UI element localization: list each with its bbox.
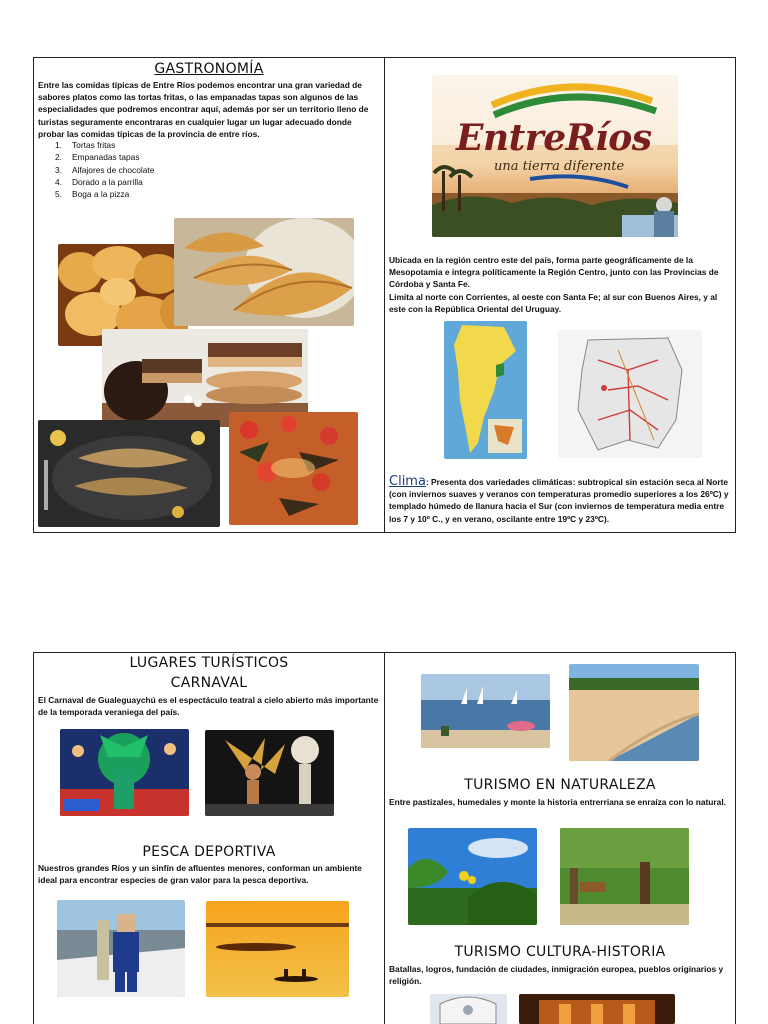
cultura-text: Batallas, logros, fundación de ciudades, inmigración europea, pueblos originarios y religión. (389, 964, 724, 987)
location-text: Ubicada en la región centro este del país, forma parte geográficamente de la Mesopotamia e integra políticamente la Región Centro, junto con las Provincias de Córdoba y Santa Fe. (389, 255, 719, 290)
list-item: 1. Tortas fritas (55, 140, 116, 150)
logo-tagline: una tierra diferente (494, 159, 625, 174)
naturaleza-title: TURISMO EN NATURALEZA (464, 777, 656, 793)
argentina-map (444, 321, 527, 459)
boga-pizza-photo (229, 412, 358, 525)
pesca-text: Nuestros grandes Ríos y un sinfín de afluentes menores, conforman un ambiente ideal para encontrar especies de gran valor para la pesca deportiva. (38, 863, 362, 886)
clima-text: : Presenta dos variedades climáticas: subtropical sin estación seca al Norte (con inviernos suaves y veranos con temperaturas promedio superiores a los 26ºC) y templado húmedo de llanura hacia el Sur (con inviernos de temperatura media entre los 7 y 10º C., y en verano, oscilante entre 19ºC y 23ºC). (389, 477, 729, 524)
pesca-photo-2 (206, 901, 349, 997)
pesca-photo-1 (57, 900, 185, 997)
entre-rios-map (558, 330, 702, 458)
cultura-photo-1 (430, 994, 507, 1024)
playa-photo-2 (569, 664, 699, 761)
gastronomia-intro: Entre las comidas típicas de Entre Ríos podemos encontrar una gran variedad de sabores platos como las tortas fritas, o las empanadas tapas son algunos de las especialidades que podremos encontrar aquí, además por ser un territorio lleno de turistas seguramente encontraras en cualquier lugar un lugar adecuado donde probar las comidas típicas de la provincia de entre ríos. (38, 80, 369, 139)
carnaval-photo-2 (205, 730, 334, 816)
carnaval-photo-1 (60, 729, 189, 816)
clima-label: Clima (389, 474, 426, 489)
cultura-photo-2 (519, 994, 675, 1024)
entre-rios-logo (432, 75, 678, 237)
clima-block (389, 476, 733, 525)
pesca-title: PESCA DEPORTIVA (142, 844, 276, 860)
playa-photo-1 (421, 674, 550, 748)
list-item: 5. Boga a la pizza (55, 189, 130, 200)
limits-text: Limita al norte con Corrientes, al oeste con Santa Fe; al sur con Buenos Aires, y al este con la República Oriental del Uruguay. (389, 292, 718, 315)
list-item: 4. Dorado a la parrilla (55, 176, 143, 187)
empanadas-photo (174, 218, 354, 326)
naturaleza-text: Entre pastizales, humedales y monte la historia entrerriana se enraíza con lo natural. (389, 797, 726, 807)
carnaval-text: El Carnaval de Gualeguaychú es el espectáculo teatral a cielo abierto más importante de la temporada veraniega del país. (38, 695, 379, 718)
naturaleza-photo-2 (560, 828, 689, 925)
gastronomia-title: GASTRONOMÍA (154, 61, 264, 77)
carnaval-subtitle: CARNAVAL (170, 675, 248, 691)
dishes-list (55, 139, 154, 200)
cultura-title: TURISMO CULTURA-HISTORIA (454, 944, 666, 960)
naturaleza-photo-1 (408, 828, 537, 925)
list-item: 3. Alfajores de chocolate (55, 164, 155, 175)
lugares-title: LUGARES TURÍSTICOS (129, 655, 289, 671)
bottom-divider (384, 652, 385, 1024)
top-divider (384, 57, 385, 533)
list-item: 2. Empanadas tapas (55, 152, 140, 163)
dorado-photo (38, 420, 220, 527)
logo-title: EntreRíos (456, 117, 652, 159)
